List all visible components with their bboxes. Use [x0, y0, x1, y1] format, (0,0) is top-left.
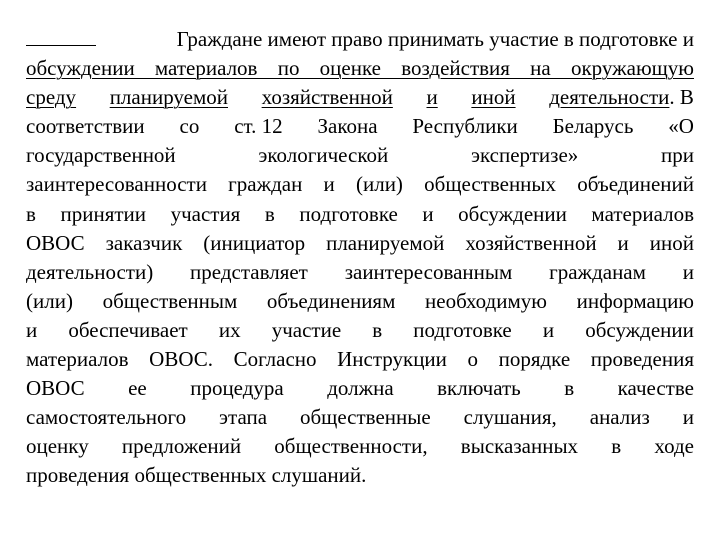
text-line: [26, 83, 694, 112]
text-line: [26, 287, 694, 316]
indent-underline: [26, 25, 96, 46]
text-fragment: материалов ОВОС. Согласно Инструкции о порядке проведения: [26, 347, 694, 372]
word: при: [661, 143, 694, 168]
word: Беларусь: [552, 114, 634, 139]
word: ее: [128, 376, 147, 401]
word: государственной: [26, 143, 176, 168]
word: ст. 12: [234, 114, 283, 139]
text-line: [26, 374, 694, 403]
word: должна: [327, 376, 394, 401]
word: обеспечивает: [68, 317, 188, 342]
text-line: [26, 461, 694, 490]
text-line: [26, 25, 694, 54]
word: в: [564, 376, 575, 401]
underlined-word: планируемой: [109, 85, 228, 110]
text-fragment: (или) общественным объединениям необходимую информацию: [26, 288, 694, 313]
word: участие: [271, 317, 342, 342]
word: соответствии: [26, 114, 145, 139]
underlined-word: и: [426, 85, 438, 110]
word: включать: [437, 376, 521, 401]
word: экспертизе»: [470, 143, 579, 168]
underlined-word: иной: [471, 85, 516, 110]
text-line: [26, 316, 694, 345]
word: Республики: [412, 114, 518, 139]
word: качестве: [617, 376, 694, 401]
word: их: [218, 317, 241, 342]
word: . В: [669, 85, 694, 110]
text-fragment: в принятии участия в подготовке и обсуждении материалов: [26, 201, 694, 226]
text-line: [26, 345, 694, 374]
underlined-word: среду: [26, 85, 77, 110]
text-fragment: ОВОС заказчик (инициатор планируемой хозяйственной и иной: [26, 230, 694, 255]
text-fragment: Граждане имеют право принимать участие в подготовке и: [176, 27, 694, 51]
text-line: [26, 141, 694, 170]
text-line: [26, 170, 694, 199]
text-fragment: оценку предложений общественности, высказанных в ходе: [26, 434, 694, 459]
text-fragment: самостоятельного этапа общественные слушания, анализ и: [26, 405, 694, 430]
underlined-text: обсуждении материалов по оценке воздействия на окружающую: [26, 56, 694, 81]
underlined-word: деятельности: [549, 85, 670, 110]
word: процедура: [190, 376, 284, 401]
word: ОВОС: [26, 376, 85, 401]
text-fragment: проведения общественных слушаний.: [26, 463, 367, 488]
word: и: [542, 317, 555, 342]
word: экологической: [258, 143, 389, 168]
text-line: [26, 403, 694, 432]
word: в: [372, 317, 383, 342]
word: и: [26, 317, 38, 342]
word: «О: [668, 114, 694, 139]
word: Закона: [317, 114, 378, 139]
text-fragment: деятельности) представляет заинтересованным гражданам и: [26, 259, 694, 284]
word: обсуждении: [585, 317, 694, 342]
paragraph: [26, 25, 694, 491]
text-line: [26, 200, 694, 229]
underlined-word: хозяйственной: [261, 85, 393, 110]
text-fragment: заинтересованности граждан и (или) общественных объединений: [26, 172, 694, 197]
text-line: [26, 112, 694, 141]
text-line: [26, 258, 694, 287]
text-line: [26, 432, 694, 461]
text-line: [26, 54, 694, 83]
word: со: [179, 114, 200, 139]
text-line: [26, 229, 694, 258]
word: подготовке: [413, 317, 512, 342]
